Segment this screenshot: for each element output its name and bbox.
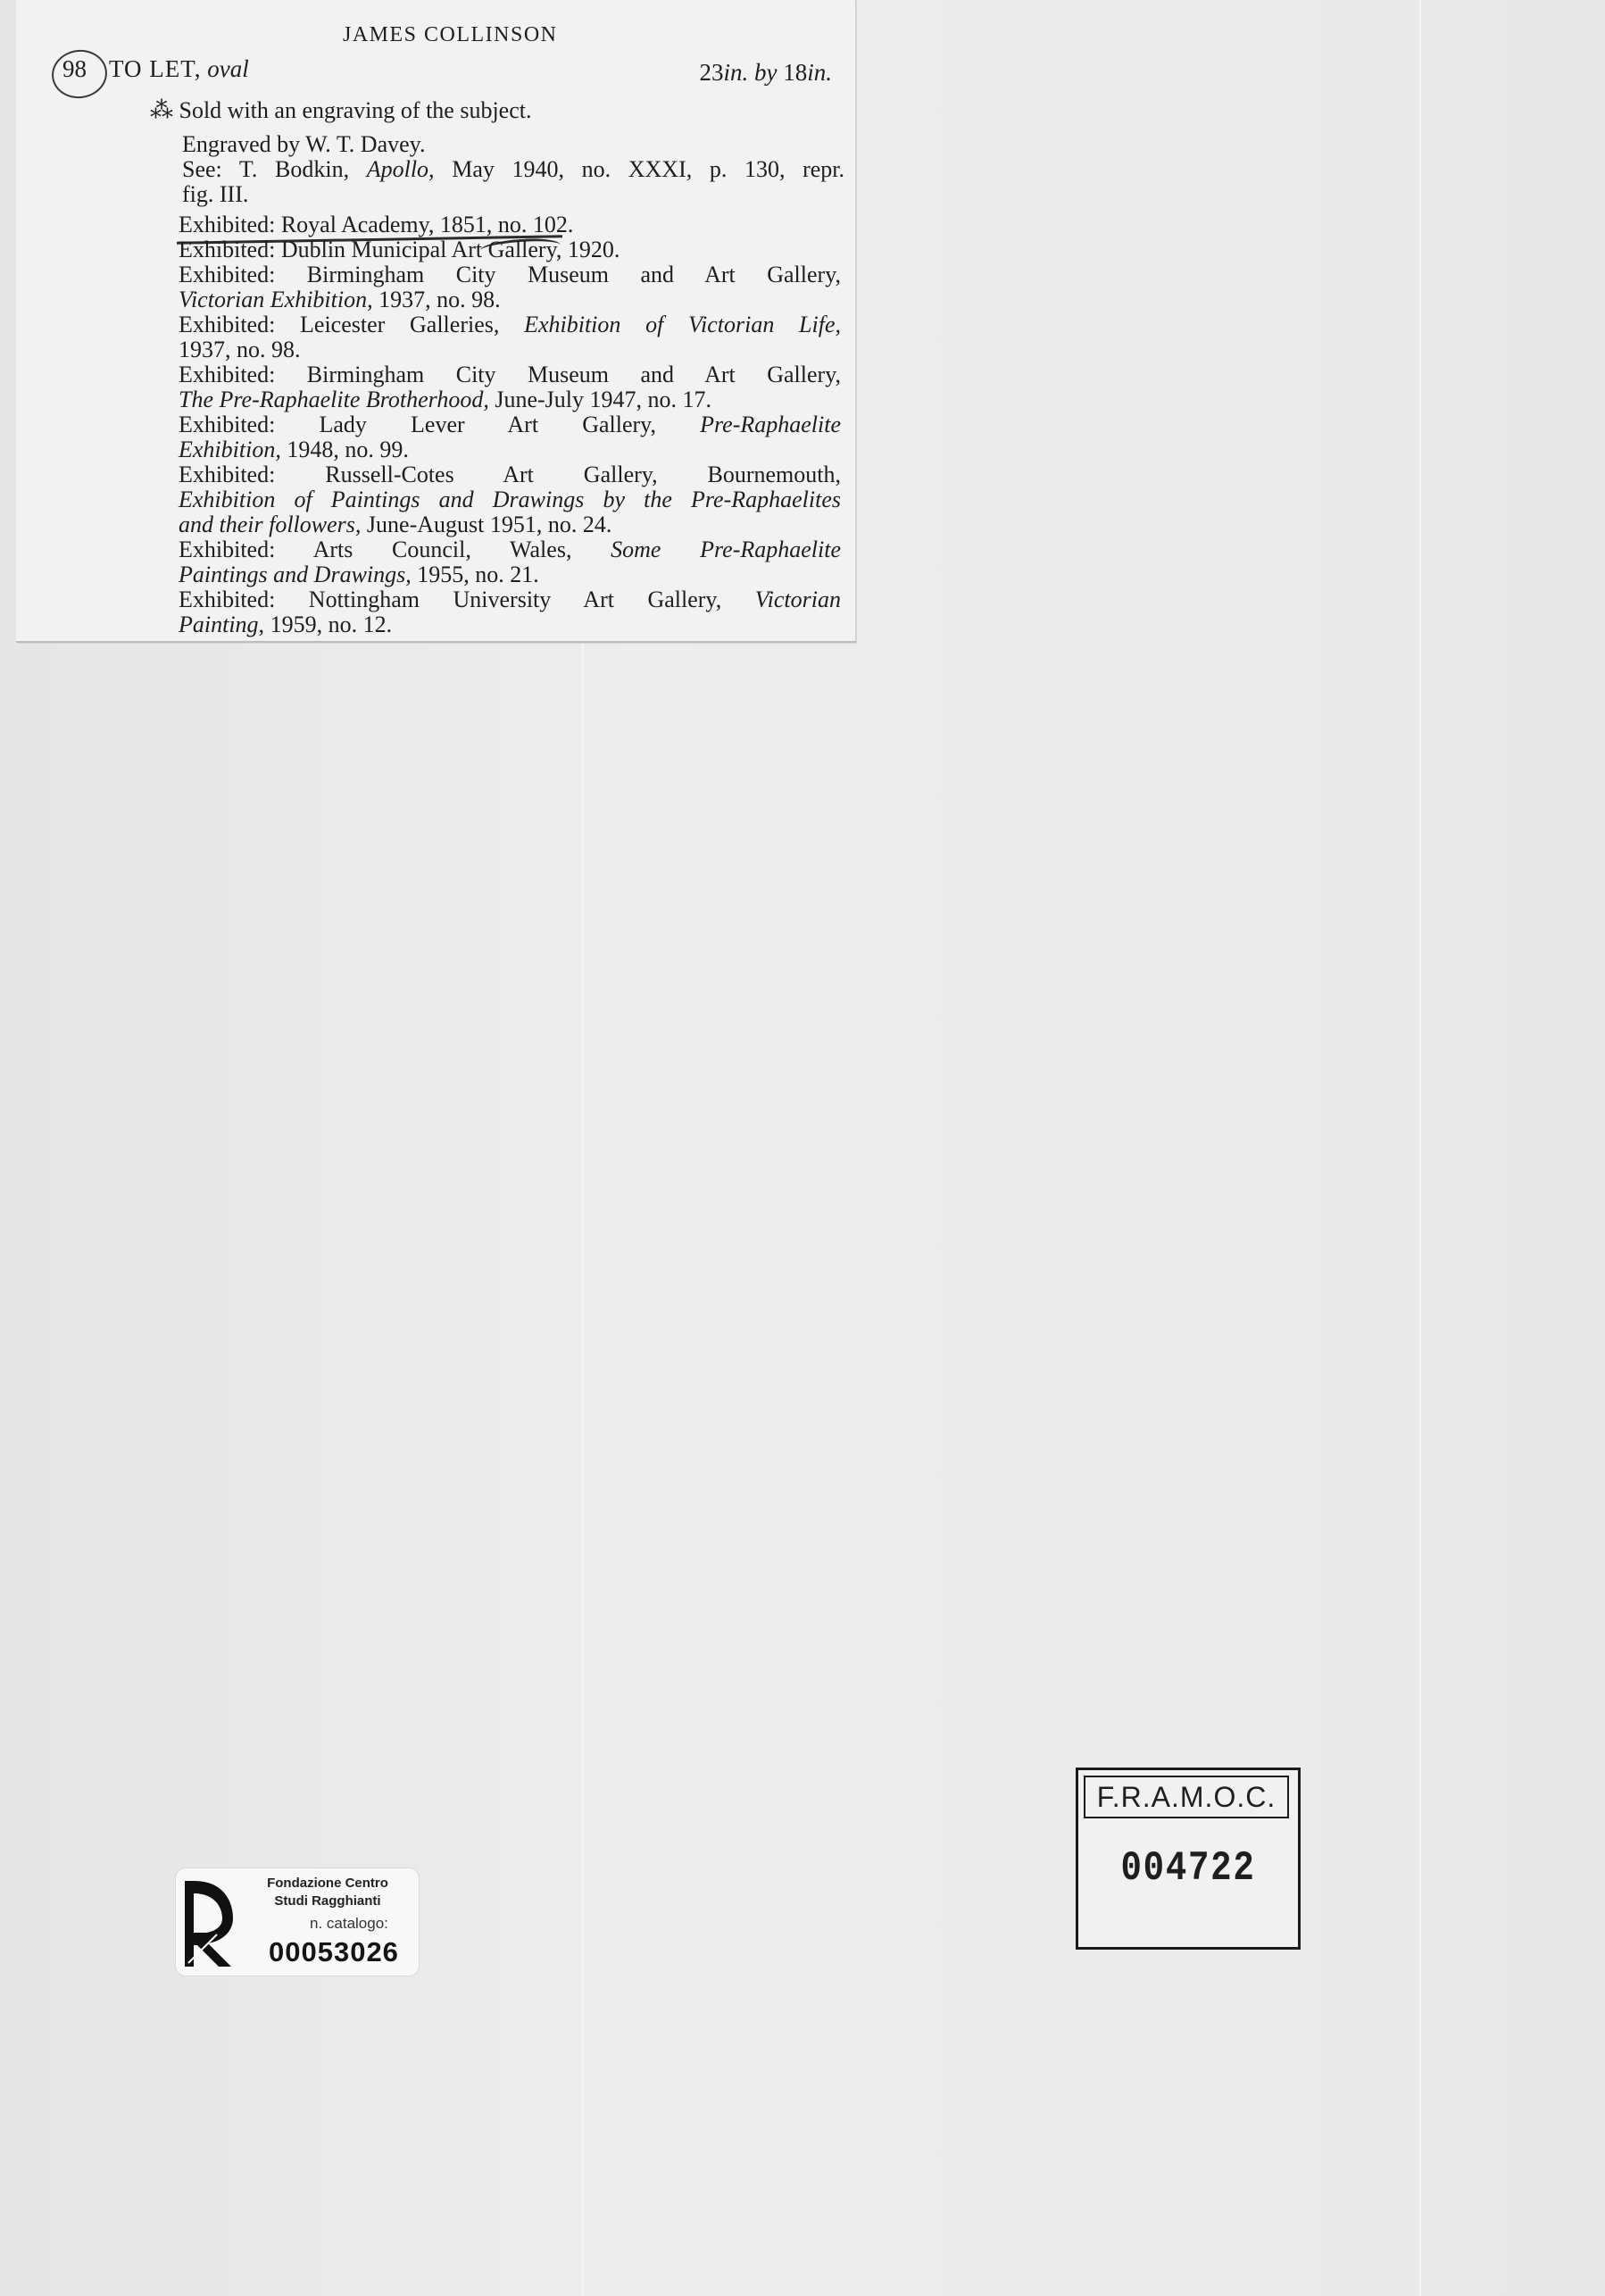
dimension-b: 18 xyxy=(783,59,808,86)
exhibition-text: Exhibited: Arts Council, Wales, xyxy=(179,537,572,562)
exhibition-text: 1937, no. 98. xyxy=(378,287,501,312)
see-line: See: T. Bodkin, Apollo, May 1940, no. XXXI, p. 130, repr. xyxy=(182,156,845,182)
exhibition-text: The Pre-Raphaelite Brotherhood, xyxy=(179,387,489,412)
exhibition-text: Exhibited: Royal Academy, 1851, no. 102. xyxy=(179,212,574,237)
note-marker: ⁂ xyxy=(150,97,173,123)
exhibition-text: Exhibited: Birmingham City Museum and Art Gallery, xyxy=(179,262,841,287)
lot-title xyxy=(109,55,249,83)
exhibition-text: 1948, no. 99. xyxy=(287,437,409,462)
framoc-stamp xyxy=(1076,1768,1301,1950)
exhibition-line xyxy=(179,287,501,312)
dimension-a: 23 xyxy=(699,59,724,86)
exhibition-line xyxy=(179,237,620,262)
exhibition-text: Exhibition of Victorian Life, xyxy=(524,312,841,337)
exhibition-text: Paintings and Drawings, xyxy=(179,562,412,587)
exhibition-line xyxy=(179,312,841,337)
lot-dimensions xyxy=(699,59,832,87)
dimension-a-unit: in. xyxy=(723,59,749,86)
exhibition-line xyxy=(179,537,841,562)
exhibition-text: 1959, no. 12. xyxy=(270,611,393,637)
exhibition-line xyxy=(179,412,841,437)
library-stamp xyxy=(175,1868,420,1976)
framoc-number: 004722 xyxy=(1120,1845,1256,1892)
lot-number: 98 xyxy=(62,55,87,82)
exhibition-text: Exhibited: Leicester Galleries, xyxy=(179,312,500,337)
exhibition-text: Exhibition of Paintings and Drawings by the Pre-Raphaelites xyxy=(179,487,841,512)
exhibition-text: June-July 1947, no. 17. xyxy=(495,387,711,412)
exhibition-line xyxy=(179,387,711,412)
exhibition-text: Victorian Exhibition, xyxy=(179,287,373,312)
exhibition-text: Pre-Raphaelite xyxy=(700,412,841,437)
exhibition-line xyxy=(179,212,573,237)
exhibition-text: Exhibited: Nottingham University Art Gallery, xyxy=(179,586,722,612)
exhibition-line xyxy=(179,462,841,487)
exhibition-line xyxy=(179,512,611,537)
exhibition-text: 1955, no. 21. xyxy=(417,562,539,587)
exhibition-line xyxy=(179,612,392,637)
library-name-line2: Studi Ragghianti xyxy=(274,1893,381,1909)
note-text: Sold with an engraving of the subject. xyxy=(179,97,532,123)
library-name-line1: Fondazione Centro xyxy=(267,1876,388,1891)
catalogue-clipping xyxy=(16,0,856,643)
exhibition-text: June-August 1951, no. 24. xyxy=(366,512,612,537)
exhibition-line xyxy=(179,362,841,387)
dimension-by: by xyxy=(754,59,778,86)
exhibition-line xyxy=(179,262,841,287)
exhibition-line xyxy=(179,562,539,587)
exhibition-text: Painting, xyxy=(179,611,265,637)
exhibition-text: and their followers, xyxy=(179,512,362,537)
exhibition-text: Exhibited: Lady Lever Art Gallery, xyxy=(179,412,656,437)
exhibition-text: Some Pre-Raphaelite xyxy=(611,537,842,562)
exhibition-line xyxy=(179,587,841,612)
lot-title-text: TO LET, xyxy=(109,55,202,82)
see-line-2: fig. III. xyxy=(182,181,249,207)
exhibition-line xyxy=(179,337,301,362)
exhibition-text: Exhibited: Birmingham City Museum and Art Gallery, xyxy=(179,362,841,387)
catalog-label: n. catalogo: xyxy=(310,1915,388,1932)
note-line xyxy=(150,98,531,123)
exhibition-line xyxy=(179,487,841,512)
exhibition-text: Exhibited: Dublin Municipal Art Gallery, 1920. xyxy=(179,237,620,262)
lot-title-note: oval xyxy=(207,55,249,82)
exhibition-text: Exhibition, xyxy=(179,437,281,462)
exhibition-line xyxy=(179,437,409,462)
ragghianti-logo-icon xyxy=(181,1877,237,1970)
running-head: JAMES COLLINSON xyxy=(343,23,558,46)
paper-fold xyxy=(1419,0,1421,2296)
engraved-line: Engraved by W. T. Davey. xyxy=(182,131,426,157)
exhibition-text: 1937, no. 98. xyxy=(179,337,301,362)
exhibition-text: Victorian xyxy=(754,586,841,612)
exhibition-text: Exhibited: Russell-Cotes Art Gallery, Bournemouth, xyxy=(179,462,841,487)
framoc-title: F.R.A.M.O.C. xyxy=(1084,1776,1289,1818)
catalog-number: 00053026 xyxy=(269,1936,399,1967)
dimension-b-unit: in. xyxy=(807,59,832,86)
